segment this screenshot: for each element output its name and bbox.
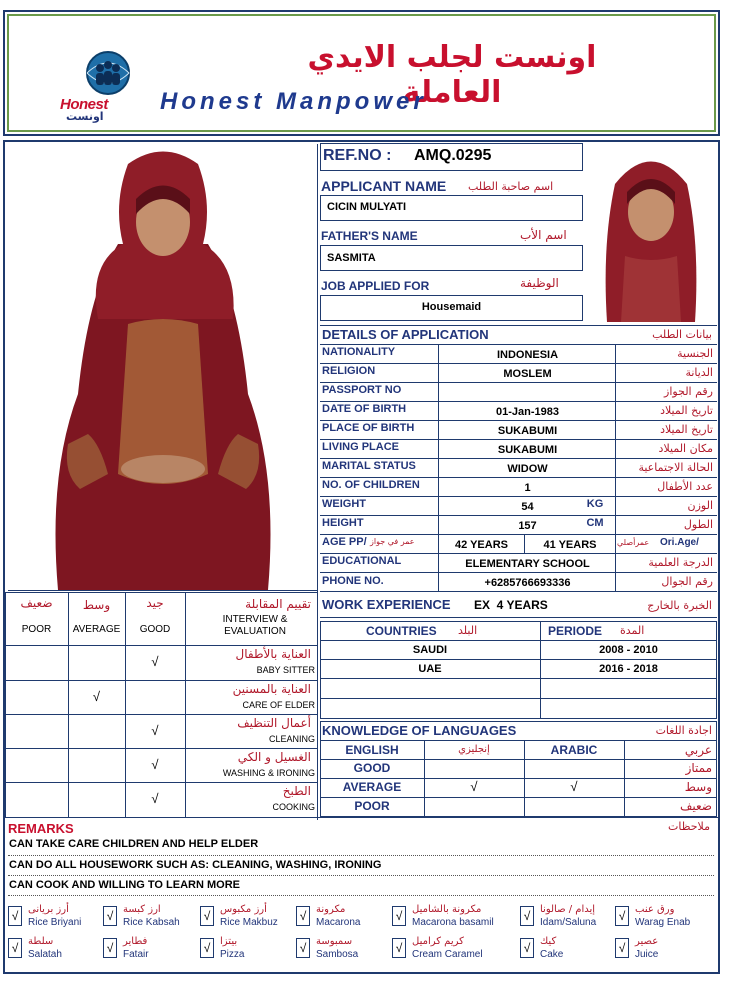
food-checkbox[interactable]: √ (392, 906, 406, 926)
details-row-line (320, 344, 717, 345)
experience-value: EX 4 YEARS (474, 598, 548, 612)
countries-line-2 (320, 659, 717, 660)
evaluation-header: INTERVIEW & EVALUATION (222, 614, 288, 637)
good-check: √ (151, 654, 159, 669)
food-name-english: Rice Makbuz (220, 917, 278, 928)
details-row-divider (615, 363, 616, 382)
skills-row-line (5, 680, 318, 681)
details-row-label: HEIGHT (322, 517, 364, 529)
details-row-divider (615, 477, 616, 496)
evaluation-header-arabic: تقييم المقابلة (245, 597, 311, 611)
skill-english: CLEANING (268, 734, 315, 744)
details-row-divider (438, 344, 439, 363)
skill-arabic: الغسيل و الكي (237, 750, 311, 764)
details-row-value: WIDOW (507, 463, 548, 475)
applicant-portrait (585, 144, 717, 322)
details-row-arabic: الديانة (685, 366, 713, 379)
details-row-divider (615, 496, 616, 515)
ref-value: AMQ.0295 (414, 147, 492, 164)
details-row-divider (438, 458, 439, 477)
food-checkbox[interactable]: √ (615, 906, 629, 926)
food-checkbox[interactable]: √ (103, 938, 117, 958)
food-checkbox[interactable]: √ (296, 938, 310, 958)
english-level-check: √ (470, 779, 478, 794)
details-row-value: SUKABUMI (497, 444, 558, 456)
details-row-label: WEIGHT (322, 498, 366, 510)
header-english-title: Honest Manpower (160, 88, 427, 115)
age-label: AGE PP/ (322, 536, 367, 548)
food-name-arabic: إيدام / صالونا (540, 904, 596, 915)
details-row-divider (615, 344, 616, 363)
languages-title-arabic: اجادة اللغات (655, 724, 712, 737)
languages-title: KNOWLEDGE OF LANGUAGES (322, 723, 517, 738)
english-header-arabic: إنجليزي (458, 744, 490, 755)
remark-dots-2 (8, 875, 714, 876)
skill-arabic: العناية بالأطفال (235, 647, 311, 661)
exp-bottom-line (320, 617, 717, 618)
skills-row-line (5, 714, 318, 715)
phone-label-arabic: رقم الجوال (661, 575, 713, 588)
details-row-line (320, 458, 717, 459)
father-label: FATHER'S NAME (321, 229, 418, 243)
edu-top-line (320, 553, 717, 554)
details-row-line (320, 515, 717, 516)
language-level-arabic: ضعيف (679, 799, 712, 813)
food-name-english: Rice Briyani (28, 917, 82, 928)
details-row-value: SUKABUMI (497, 425, 558, 437)
arabic-header-arabic: عربي (684, 743, 712, 757)
details-row-arabic: تاريخ الميلاد (660, 404, 713, 417)
english-header: ENGLISH (345, 743, 399, 757)
details-row-arabic: تاريخ الميلاد (660, 423, 713, 436)
language-level-arabic: وسط (684, 780, 712, 794)
education-value: ELEMENTARY SCHOOL (465, 558, 590, 570)
details-row-arabic: الحالة الاجتماعية (638, 461, 713, 474)
details-row-divider (438, 496, 439, 515)
details-row-divider (615, 401, 616, 420)
countries-line-1 (320, 640, 717, 641)
food-checkbox[interactable]: √ (520, 906, 534, 926)
woman-portrait-icon (585, 144, 717, 322)
age-top-line (320, 534, 717, 535)
details-row-unit: KG (586, 498, 604, 510)
food-name-arabic: سلطة (28, 936, 54, 947)
phone-value: +6285766693336 (484, 577, 571, 589)
period-header: PERIODE (548, 624, 603, 638)
details-row-value: 54 (521, 501, 534, 513)
details-row-divider (438, 515, 439, 534)
food-name-arabic: ورق عنب (635, 904, 675, 915)
good-check: √ (151, 757, 159, 772)
details-row-divider (615, 515, 616, 534)
header-arabic-title: اونست لجلب الايدي العاملة (307, 40, 597, 110)
phone-label: PHONE NO. (322, 575, 384, 587)
details-row-divider (438, 382, 439, 401)
food-name-english: Sambosa (316, 949, 359, 960)
details-title-arabic: بيانات الطلب (652, 328, 712, 341)
countries-header-arabic: البلد (458, 624, 478, 637)
food-name-english: Salatah (28, 949, 62, 960)
details-row-arabic: الوزن (687, 499, 713, 512)
countries-header: COUNTRIES (366, 624, 437, 638)
remarks-top-line (5, 817, 719, 818)
food-name-english: Fatair (123, 949, 149, 960)
skills-row-line (5, 748, 318, 749)
details-row-line (320, 420, 717, 421)
arabic-header: ARABIC (550, 743, 598, 757)
food-name-arabic: فطاير (123, 936, 148, 947)
language-level-label: POOR (354, 799, 390, 813)
details-row-line (320, 477, 717, 478)
countries-line-4 (320, 698, 717, 699)
details-row-value: MOSLEM (503, 368, 552, 380)
phone-bottom-line (320, 591, 717, 592)
food-name-english: Pizza (220, 949, 245, 960)
period-row-2: 2016 - 2018 (599, 663, 658, 675)
food-checkbox[interactable]: √ (200, 906, 214, 926)
remarks-title-arabic: ملاحظات (668, 820, 710, 833)
skill-arabic: العناية بالمسنين (232, 682, 311, 696)
food-checkbox[interactable]: √ (103, 906, 117, 926)
details-row-value: 157 (518, 520, 537, 532)
average-check: √ (92, 689, 101, 704)
details-row-line (320, 382, 717, 383)
period-header-arabic: المدة (620, 624, 645, 637)
applicant-label-arabic: اسم صاحبة الطلب (468, 180, 554, 193)
good-check: √ (151, 791, 159, 806)
skill-arabic: الطبخ (282, 784, 311, 798)
remarks-title: REMARKS (8, 821, 74, 836)
food-checkbox[interactable]: √ (296, 906, 310, 926)
details-row-value: 1 (524, 482, 531, 494)
experience-label-arabic: الخبرة بالخارج (647, 599, 712, 612)
logo-text-arabic: اونست (66, 110, 104, 123)
details-row-arabic: الجنسية (677, 347, 713, 360)
details-row-label: NO. OF CHILDREN (322, 479, 420, 491)
details-row-arabic: مكان الميلاد (658, 442, 713, 455)
food-name-arabic: عصير (635, 936, 659, 947)
period-row-1: 2008 - 2010 (599, 644, 658, 656)
details-row-value: INDONESIA (496, 349, 559, 361)
age-ori-value: 41 YEARS (543, 539, 597, 551)
details-row-value: 01-Jan-1983 (496, 406, 559, 418)
food-name-arabic: كيك (540, 936, 557, 947)
details-row-label: DATE OF BIRTH (322, 403, 407, 415)
details-row-label: PASSPORT NO (322, 384, 402, 396)
good-header: GOOD (139, 624, 171, 635)
food-name-english: Macarona basamil (412, 917, 494, 928)
language-row-line (320, 797, 717, 798)
father-label-arabic: اسم الأب (520, 228, 567, 242)
logo-text: Honest (60, 96, 108, 113)
details-row-divider (438, 363, 439, 382)
skills-row-line (5, 645, 318, 646)
job-label: JOB APPLIED FOR (321, 279, 430, 293)
country-row-1: SAUDI (412, 644, 448, 656)
language-level-arabic: ممتاز (685, 761, 712, 775)
age-divider-3 (615, 534, 616, 553)
language-level-label: GOOD (353, 761, 391, 775)
experience-label: WORK EXPERIENCE (322, 597, 451, 612)
age-ori-label-arabic: عمرأصلي (617, 538, 650, 547)
average-header: AVERAGE (72, 624, 121, 635)
food-name-arabic: كريم كراميل (412, 936, 464, 947)
skill-english: WASHING & IRONING (222, 768, 315, 778)
food-checkbox[interactable]: √ (8, 906, 22, 926)
arabic-level-check: √ (570, 779, 578, 794)
applicant-label: APPLICANT NAME (321, 178, 447, 194)
details-row-divider (438, 401, 439, 420)
food-name-arabic: أرز بريانى (28, 904, 69, 915)
details-row-divider (615, 382, 616, 401)
poor-header-arabic: ضعيف (20, 596, 53, 610)
remark-line-3: CAN COOK AND WILLING TO LEARN MORE (9, 879, 240, 891)
education-label-arabic: الدرجة العلمية (648, 556, 713, 569)
details-row-line (320, 439, 717, 440)
food-name-arabic: مكرونة (316, 904, 346, 915)
education-label: EDUCATIONAL (322, 555, 402, 567)
details-row-arabic: رقم الجواز (664, 385, 713, 398)
poor-header: POOR (21, 624, 52, 635)
details-row-label: MARITAL STATUS (322, 460, 416, 472)
details-row-line (320, 363, 717, 364)
age-ori-label: Ori.Age/ (660, 537, 699, 548)
food-name-english: Cake (540, 949, 564, 960)
woman-figure-icon (8, 144, 316, 590)
good-check: √ (151, 723, 159, 738)
photo-divider (8, 590, 318, 591)
skill-english: BABY SITTER (256, 665, 315, 675)
details-row-divider (615, 458, 616, 477)
food-name-arabic: أرز مكبوس (220, 904, 267, 915)
food-name-english: Rice Kabsah (123, 917, 180, 928)
language-level-label: AVERAGE (342, 780, 402, 794)
age-divider-1 (438, 534, 439, 553)
language-row-line (320, 759, 717, 760)
average-header-arabic: وسط (82, 598, 111, 612)
details-row-line (320, 401, 717, 402)
skill-arabic: أعمال التنظيف (237, 716, 311, 730)
details-top-line (320, 325, 717, 326)
ref-label: REF.NO : (323, 147, 392, 164)
remark-line-2: CAN DO ALL HOUSEWORK SUCH AS: CLEANING, WASHING, IRONING (9, 859, 382, 871)
skills-row-line (5, 782, 318, 783)
food-checkbox[interactable]: √ (200, 938, 214, 958)
remark-dots-1 (8, 855, 714, 856)
father-name-value: SASMITA (327, 252, 376, 264)
age-divider-2 (524, 534, 525, 553)
food-name-arabic: مكرونة بالشاميل (412, 904, 482, 915)
food-checkbox[interactable]: √ (615, 938, 629, 958)
age-label-arabic: عمر في جواز (370, 537, 415, 546)
country-row-2: UAE (418, 663, 442, 675)
job-label-arabic: الوظيفة (520, 276, 559, 290)
applicant-name-value: CICIN MULYATI (327, 201, 407, 213)
remark-dots-3 (8, 895, 714, 896)
food-name-arabic: بيتزا (220, 936, 238, 947)
phone-top-line (320, 572, 717, 573)
details-row-line (320, 496, 717, 497)
food-name-english: Idam/Saluna (540, 917, 597, 928)
details-row-arabic: الطول (683, 518, 713, 531)
skill-english: CARE OF ELDER (242, 700, 315, 710)
details-row-divider (438, 439, 439, 458)
food-name-arabic: ارز كبسة (123, 904, 161, 915)
countries-line-3 (320, 678, 717, 679)
food-checkbox[interactable]: √ (520, 938, 534, 958)
food-checkbox[interactable]: √ (392, 938, 406, 958)
food-name-english: Warag Enab (635, 917, 691, 928)
details-row-divider (615, 420, 616, 439)
food-name-english: Cream Caramel (412, 949, 483, 960)
details-row-arabic: عدد الأطفال (657, 480, 713, 493)
job-value: Housemaid (421, 301, 482, 313)
food-checkbox[interactable]: √ (8, 938, 22, 958)
details-row-label: RELIGION (322, 365, 376, 377)
applicant-full-photo (8, 144, 316, 590)
details-title: DETAILS OF APPLICATION (322, 327, 489, 342)
details-row-label: NATIONALITY (322, 346, 396, 358)
age-pp-value: 42 YEARS (455, 539, 508, 551)
details-row-unit: CM (586, 517, 604, 529)
food-name-english: Macarona (316, 917, 361, 928)
details-row-divider (438, 420, 439, 439)
details-row-divider (615, 439, 616, 458)
details-row-divider (438, 477, 439, 496)
good-header-arabic: جيد (146, 596, 164, 610)
details-row-label: PLACE OF BIRTH (322, 422, 415, 434)
skill-english: COOKING (272, 802, 315, 812)
food-name-arabic: سمبوسة (316, 936, 353, 947)
details-row-label: LIVING PLACE (322, 441, 400, 453)
food-name-english: Juice (635, 949, 659, 960)
remark-line-1: CAN TAKE CARE CHILDREN AND HELP ELDER (9, 838, 259, 850)
lang-line-0 (320, 740, 717, 741)
